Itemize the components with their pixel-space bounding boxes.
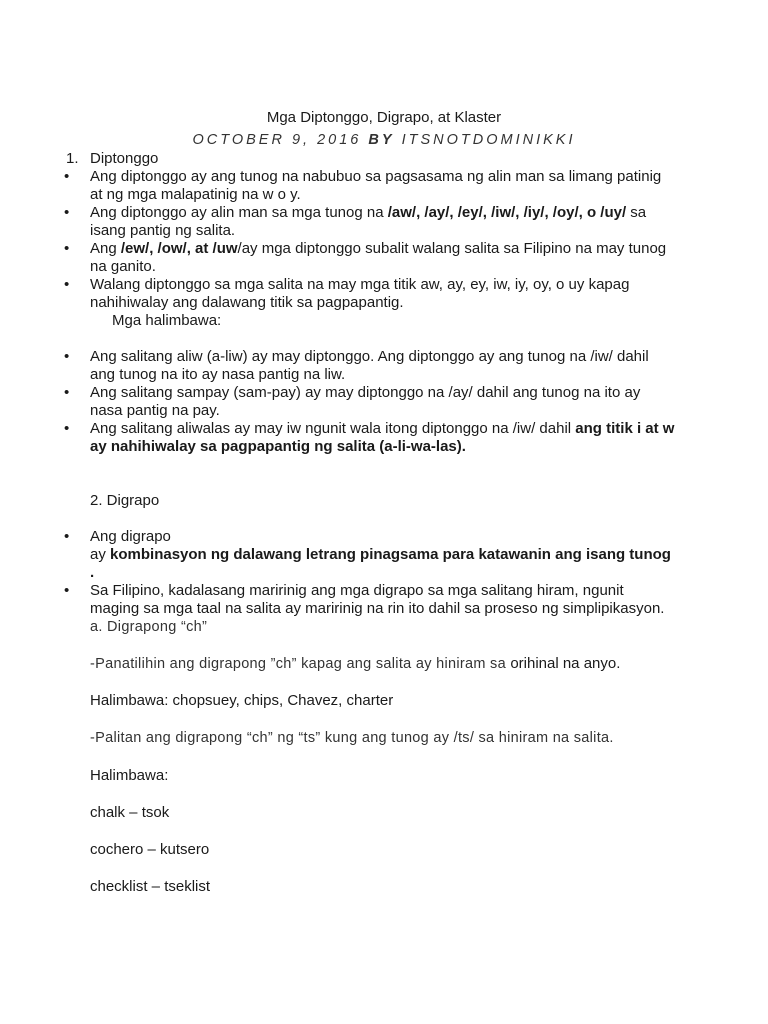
post-meta bbox=[0, 130, 768, 150]
by-label: BY bbox=[368, 132, 395, 148]
section-heading: Diptonggo bbox=[90, 150, 159, 167]
bullet-icon: • bbox=[64, 528, 70, 545]
rule-text: -Palitan ang digrapong “ch” ng “ts” kung ang tunog ay /ts/ sa hiniram na salita. bbox=[90, 730, 614, 746]
bullet-icon: • bbox=[64, 384, 70, 401]
bullet-icon: • bbox=[64, 276, 70, 293]
list-item: Walang diptonggo sa mga salita na may mga titik aw, ay, ey, iw, iy, oy, o uy kapag bbox=[90, 276, 630, 293]
list-item: Sa Filipino, kadalasang maririnig ang mga digrapo sa mga salitang hiram, ngunit bbox=[90, 582, 624, 599]
list-item: Ang salitang aliw (a-liw) ay may diptonggo. Ang diptonggo ay ang tunog na /iw/ dahil bbox=[90, 348, 649, 365]
list-item: ang tunog na ito ay nasa pantig na liw. bbox=[90, 366, 346, 383]
list-item: nahihiwalay ang dalawang titik sa pagpapantig. bbox=[90, 294, 404, 311]
list-item: Ang diptonggo ay alin man sa mga tunog na /aw/, /ay/, /ey/, /iw/, /iy/, /oy/, o /uy/ sa bbox=[90, 204, 647, 221]
list-item: na ganito. bbox=[90, 258, 156, 275]
list-item: Ang diptonggo ay ang tunog na nabubuo sa pagsasama ng alin man sa limang patinig bbox=[90, 168, 662, 185]
bullet-icon: • bbox=[64, 420, 70, 437]
bullet-icon: • bbox=[64, 168, 70, 185]
list-item: Ang salitang aliwalas ay may iw ngunit wala itong diptonggo na /iw/ dahil ang titik i at w bbox=[90, 420, 675, 437]
example-text: Halimbawa: chopsuey, chips, Chavez, charter bbox=[90, 692, 394, 709]
document-title: Mga Diptonggo, Digrapo, at Klaster bbox=[266, 109, 502, 126]
subsection-heading: a. Digrapong “ch” bbox=[90, 619, 208, 635]
list-item: ay nahihiwalay sa pagpapantig ng salita (a-li-wa-las). bbox=[90, 438, 466, 455]
list-item: Ang salitang sampay (sam-pay) ay may diptonggo na /ay/ dahil ang tunog na ito ay bbox=[90, 384, 641, 401]
list-item: isang pantig ng salita. bbox=[90, 222, 236, 239]
bullet-icon: • bbox=[64, 348, 70, 365]
word-pair: chalk – tsok bbox=[90, 804, 170, 821]
bullet-icon: • bbox=[64, 204, 70, 221]
section-number: 1. bbox=[66, 150, 79, 167]
bullet-icon: • bbox=[64, 240, 70, 257]
rule-text: -Panatilihin ang digrapong ”ch” kapag ang salita ay hiniram sa orihinal na anyo. bbox=[90, 655, 621, 672]
post-date: OCTOBER 9, 2016 bbox=[192, 132, 362, 148]
example-label: Halimbawa: bbox=[90, 767, 169, 784]
examples-label: Mga halimbawa: bbox=[112, 312, 222, 329]
list-item: Ang digrapo bbox=[90, 528, 171, 545]
post-author: ITSNOTDOMINIKKI bbox=[401, 132, 576, 148]
list-item: maging sa mga taal na salita ay maririnig na rin ito dahil sa proseso ng simplipikasyon. bbox=[90, 600, 665, 617]
list-item: ay kombinasyon ng dalawang letrang pinagsama para katawanin ang isang tunog bbox=[90, 546, 671, 563]
list-item: at ng mga malapatinig na w o y. bbox=[90, 186, 301, 203]
list-item: Ang /ew/, /ow/, at /uw/ay mga diptonggo subalit walang salita sa Filipino na may tunog bbox=[90, 240, 667, 257]
bullet-icon: • bbox=[64, 582, 70, 599]
list-item: . bbox=[90, 564, 95, 581]
word-pair: checklist – tseklist bbox=[90, 878, 211, 895]
section-heading: 2. Digrapo bbox=[90, 492, 160, 509]
word-pair: cochero – kutsero bbox=[90, 841, 210, 858]
list-item: nasa pantig na pay. bbox=[90, 402, 220, 419]
